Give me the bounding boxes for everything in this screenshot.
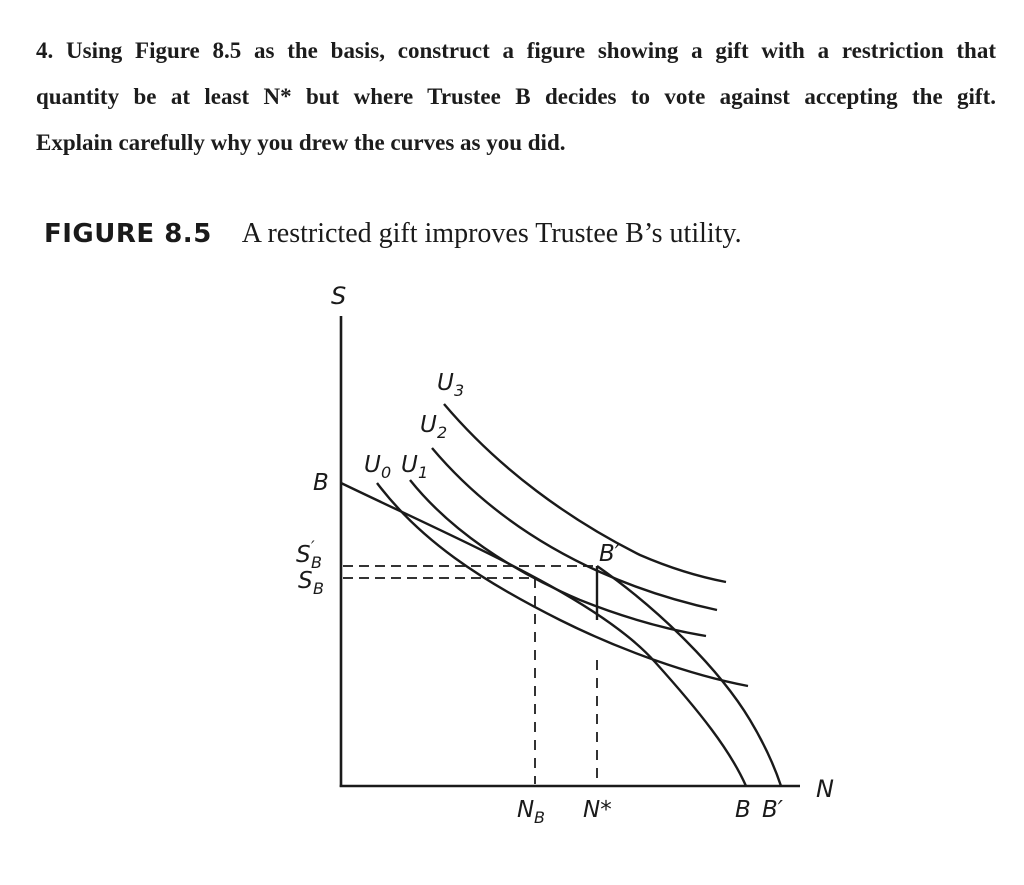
u3-label [437, 370, 464, 400]
point-b-prime-label: B′ [599, 541, 621, 567]
figure-title: A restricted gift improves Trustee B’s utility. [241, 218, 742, 249]
u0-label [364, 452, 391, 482]
sb-subscript: B [313, 579, 324, 598]
u2-subscript: 2 [437, 423, 448, 442]
figure-label: FIGURE 8.5 [44, 219, 212, 249]
budget-curve-b [341, 483, 746, 786]
u3-subscript: 3 [454, 381, 465, 400]
indifference-curve-u3 [444, 404, 726, 582]
budget-curve-b-prime [597, 566, 781, 786]
nb-label [517, 797, 545, 827]
indifference-curve-u2 [432, 448, 717, 610]
sb-label [298, 568, 324, 598]
sb-prime-main: S [296, 542, 311, 568]
nb-main: N [517, 797, 535, 823]
x-intercept-b-label: B [735, 797, 751, 823]
u2-label [420, 412, 447, 442]
u2-main: U [420, 412, 437, 438]
y-intercept-b-label: B [313, 470, 329, 496]
u1-label [401, 452, 428, 482]
sb-main: S [298, 568, 313, 594]
u0-main: U [364, 452, 381, 478]
u0-subscript: 0 [381, 463, 392, 482]
sb-prime-subscript: B [311, 553, 322, 572]
question-line-3: Explain carefully why you drew the curves as you did. [36, 130, 566, 155]
question-line-1: 4. Using Figure 8.5 as the basis, construct a figure showing a gift with a restriction that [36, 38, 996, 63]
u1-main: U [401, 452, 418, 478]
sb-prime-label [296, 537, 322, 572]
y-axis-label: S [331, 282, 347, 310]
nstar-label: N* [583, 797, 612, 823]
sb-prime-mark: ′ [311, 537, 315, 556]
u1-subscript: 1 [418, 463, 429, 482]
nb-subscript: B [534, 808, 545, 827]
u3-main: U [437, 370, 454, 396]
question-line-2: quantity be at least N* but where Trustee B decides to vote against accepting the gift. [36, 84, 996, 109]
x-axis-label: N [816, 775, 834, 803]
x-intercept-b-prime-label: B′ [762, 797, 784, 823]
indifference-curve-u0 [377, 483, 748, 686]
